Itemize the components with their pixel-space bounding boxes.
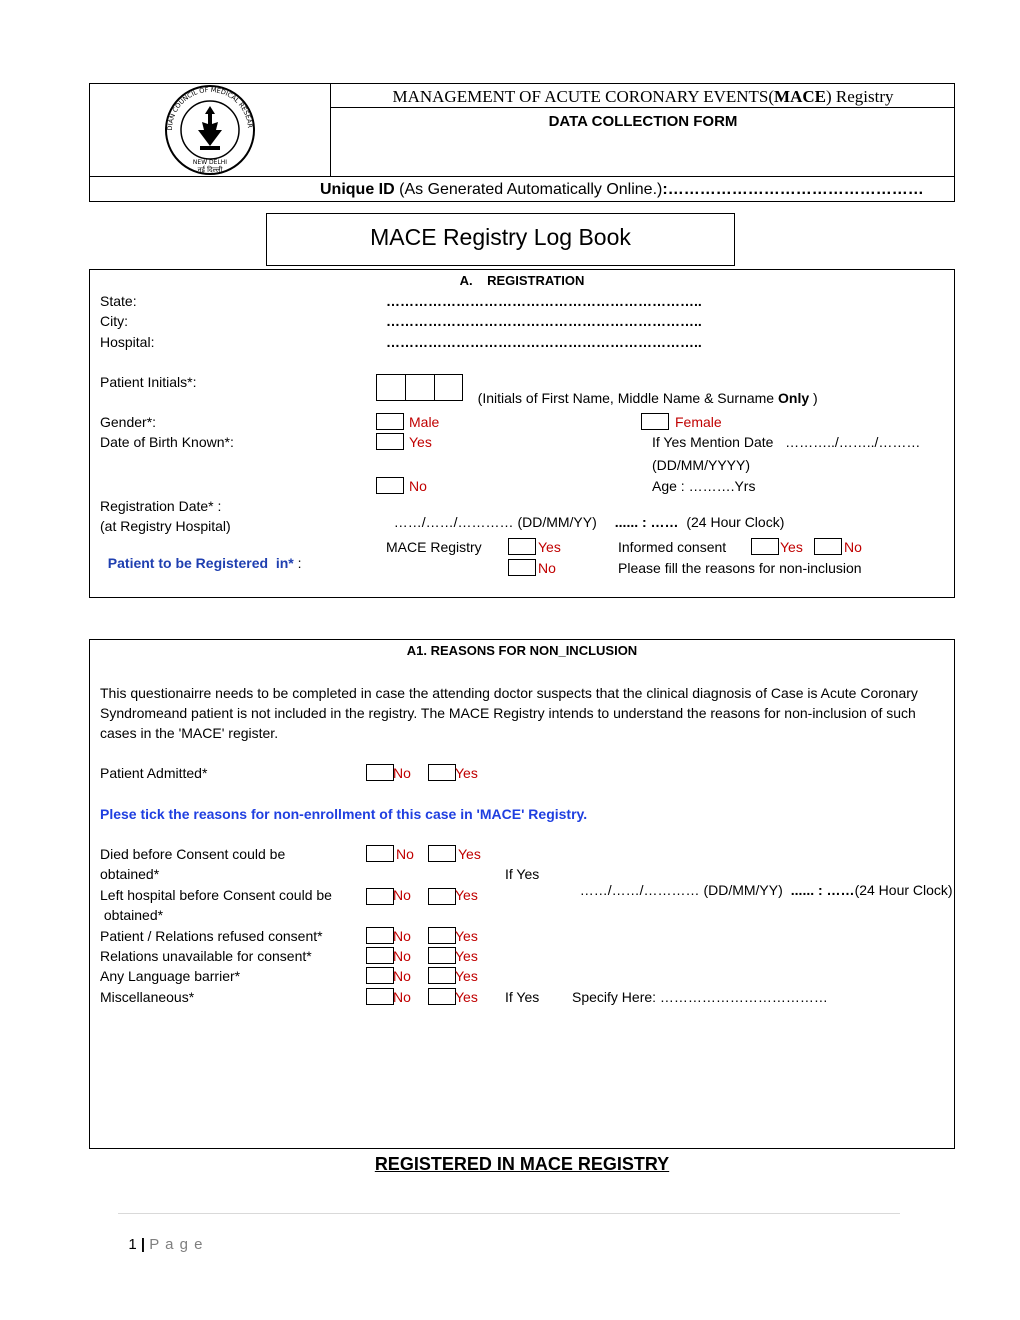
unavailable-no-label: No — [393, 948, 411, 964]
left-hospital-label: Left hospital before Consent could be — [100, 887, 332, 903]
died-no-checkbox[interactable] — [366, 845, 394, 862]
left-yes-checkbox[interactable] — [428, 888, 456, 905]
state-field[interactable]: ………………………………………………………….. — [386, 293, 702, 309]
consent-yes-checkbox[interactable] — [751, 538, 779, 555]
city-label: City: — [100, 313, 128, 329]
registration-heading: A. REGISTRATION — [459, 273, 585, 288]
state-label: State: — [100, 293, 137, 309]
died-if-yes: If Yes — [505, 866, 540, 882]
language-no-label: No — [393, 968, 411, 984]
icmr-logo — [160, 84, 260, 176]
admitted-yes-checkbox[interactable] — [428, 764, 456, 781]
registered-yes-checkbox[interactable] — [508, 538, 536, 555]
dob-no-label: No — [409, 478, 427, 494]
age-field[interactable]: Age : ……….Yrs — [652, 478, 756, 494]
language-yes-checkbox[interactable] — [428, 967, 456, 984]
refused-yes-checkbox[interactable] — [428, 927, 456, 944]
svg-text:INDIAN COUNCIL OF MEDICAL RESE: DIAN COUNCIL OF MEDICAL RESEAR — [165, 85, 254, 131]
informed-consent-label: Informed consent — [618, 539, 727, 555]
dob-format: (DD/MM/YYYY) — [652, 457, 750, 473]
dob-yes-checkbox[interactable] — [376, 433, 404, 450]
misc-if-yes: If Yes — [505, 989, 540, 1005]
registered-yes-label: Yes — [538, 539, 561, 555]
language-barrier-label: Any Language barrier* — [100, 968, 241, 984]
relations-unavailable-label: Relations unavailable for consent* — [100, 948, 312, 964]
misc-no-label: No — [393, 989, 411, 1005]
died-yes-checkbox[interactable] — [428, 845, 456, 862]
language-yes-label: Yes — [455, 968, 478, 984]
died-datetime-field[interactable]: ……/……/………… (DD/MM/YY) ...... : ……(24 Hour Clock) — [579, 882, 953, 898]
female-label: Female — [675, 414, 722, 430]
registered-no-label: No — [538, 560, 556, 576]
unavailable-yes-checkbox[interactable] — [428, 947, 456, 964]
header-title-underline — [330, 107, 955, 108]
initials-note: (Initials of First Name, Middle Name & Surname Only ) — [473, 390, 818, 406]
gender-label: Gender*: — [100, 414, 157, 430]
left-no-checkbox[interactable] — [366, 888, 394, 905]
miscellaneous-label: Miscellaneous* — [100, 989, 195, 1005]
page-footer-rule — [118, 1213, 900, 1214]
admitted-no-label: No — [393, 765, 411, 781]
language-no-checkbox[interactable] — [366, 967, 394, 984]
male-label: Male — [409, 414, 440, 430]
hospital-label: Hospital: — [100, 334, 155, 350]
svg-text:नई दिल्ली: नई दिल्ली — [197, 166, 223, 174]
header-bottom-divider — [89, 176, 955, 177]
dob-mention-field[interactable]: If Yes Mention Date ………../……../……… — [652, 434, 921, 450]
form-subtitle: DATA COLLECTION FORM — [548, 113, 738, 130]
log-book-title: MACE Registry Log Book — [370, 224, 631, 250]
patient-admitted-label: Patient Admitted* — [100, 765, 208, 781]
left-hospital-label-cont: obtained* — [100, 907, 164, 923]
unique-id-line: Unique ID (As Generated Automatically Online.):………………………………………… — [320, 181, 924, 198]
left-no-label: No — [393, 887, 411, 903]
consent-no-label: No — [844, 539, 862, 555]
consent-yes-label: Yes — [780, 539, 803, 555]
mace-registry-label: MACE Registry — [386, 539, 482, 555]
misc-specify-field[interactable]: Specify Here: ……………………………… — [572, 989, 828, 1005]
form-title: MANAGEMENT OF ACUTE CORONARY EVENTS(MACE) Registry — [392, 87, 894, 106]
dob-known-label: Date of Birth Known*: — [100, 434, 234, 450]
hospital-field[interactable]: ………………………………………………………….. — [386, 334, 702, 350]
refused-yes-label: Yes — [455, 928, 478, 944]
registered-in-mace-title: REGISTERED IN MACE REGISTRY — [374, 1154, 670, 1174]
admitted-no-checkbox[interactable] — [366, 764, 394, 781]
initials-divider — [405, 375, 406, 400]
female-checkbox[interactable] — [641, 413, 669, 430]
dob-no-checkbox[interactable] — [376, 477, 404, 494]
died-before-consent-label: Died before Consent could be — [100, 846, 286, 862]
left-yes-label: Yes — [455, 887, 478, 903]
registration-date-label: Registration Date* : — [100, 498, 222, 514]
page-number: 1 | P a g e — [128, 1236, 204, 1253]
refused-no-label: No — [393, 928, 411, 944]
died-no-label: No — [396, 846, 414, 862]
at-registry-hospital: (at Registry Hospital) — [100, 518, 231, 534]
patient-initials-boxes[interactable] — [376, 374, 463, 401]
admitted-yes-label: Yes — [455, 765, 478, 781]
fill-reasons-note: Please fill the reasons for non-inclusion — [618, 560, 862, 576]
misc-yes-label: Yes — [455, 989, 478, 1005]
non-inclusion-intro: This questionairre needs to be completed in case the attending doctor suspects that the clinical diagnosis of Case is Acute Coronary Syndromeand patient is not included in the registry. The MACE Registry intends to understand the reasons for non-inclusion of such cases in the 'MACE' register. — [100, 685, 918, 741]
unavailable-no-checkbox[interactable] — [366, 947, 394, 964]
tick-reasons-note: Plese tick the reasons for non-enrollment of this case in 'MACE' Registry. — [100, 806, 588, 822]
refused-consent-label: Patient / Relations refused consent* — [100, 928, 323, 944]
unavailable-yes-label: Yes — [455, 948, 478, 964]
svg-text:NEW DELHI: NEW DELHI — [192, 159, 228, 166]
dob-yes-label: Yes — [409, 434, 432, 450]
initials-divider — [434, 375, 435, 400]
died-yes-label: Yes — [458, 846, 481, 862]
misc-yes-checkbox[interactable] — [428, 988, 456, 1005]
registration-date-field[interactable]: ……/……/………… (DD/MM/YY) ...... : …… (24 Hour Clock) — [393, 514, 785, 530]
non-inclusion-heading: A1. REASONS FOR NON_INCLUSION — [406, 643, 638, 658]
refused-no-checkbox[interactable] — [366, 927, 394, 944]
male-checkbox[interactable] — [376, 413, 404, 430]
died-before-consent-label-cont: obtained* — [100, 866, 160, 882]
registered-no-checkbox[interactable] — [508, 559, 536, 576]
misc-no-checkbox[interactable] — [366, 988, 394, 1005]
patient-initials-label: Patient Initials*: — [100, 374, 197, 390]
icmr-seal-icon — [160, 84, 260, 176]
registered-in-label: Patient to be Registered in* : — [107, 555, 302, 571]
consent-no-checkbox[interactable] — [814, 538, 842, 555]
city-field[interactable]: ………………………………………………………….. — [386, 313, 702, 329]
